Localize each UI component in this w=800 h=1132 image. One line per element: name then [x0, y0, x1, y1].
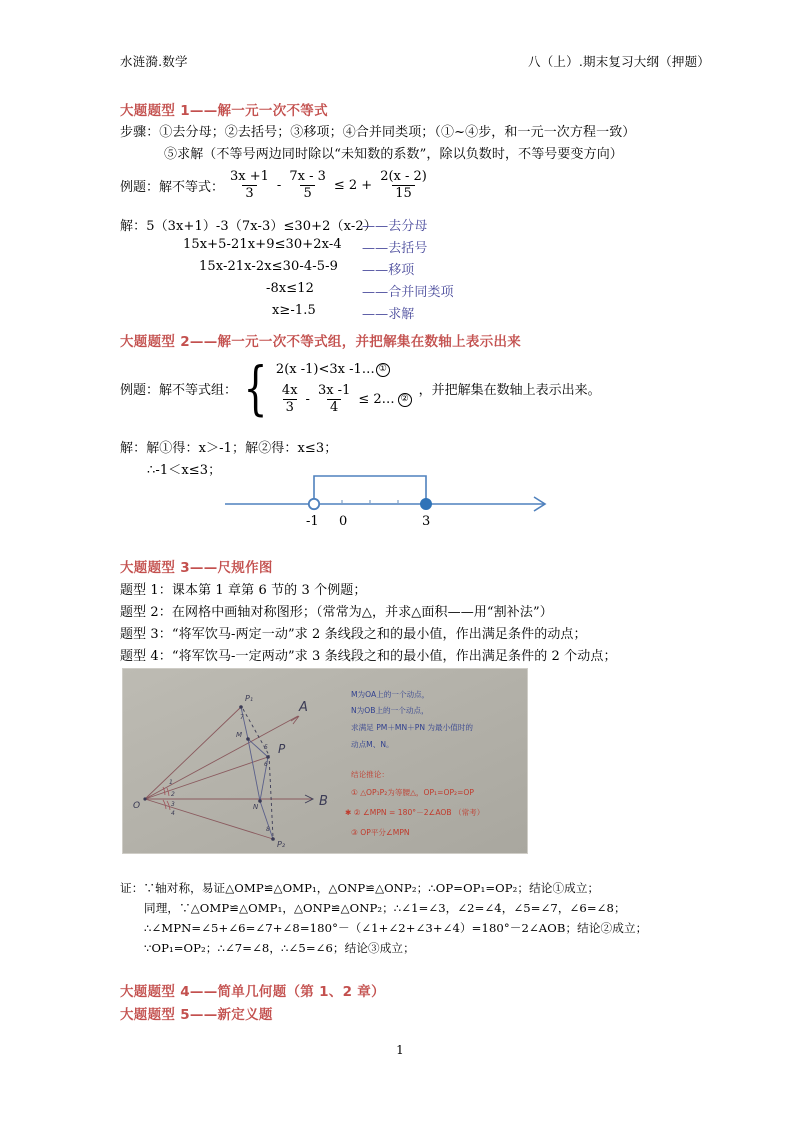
section-1-heading: 大题题型 1——解一元一次不等式	[120, 103, 328, 119]
solution-row-3-expr: -8x≤12	[266, 281, 315, 296]
fraction-1-denominator: 3	[242, 185, 256, 201]
page-header	[120, 52, 710, 70]
operator-minus-2: -	[305, 392, 310, 408]
fraction-2	[286, 170, 329, 201]
svg-text:6: 6	[264, 761, 268, 768]
proof-line-3: ∵OP₁=OP₂；∴∠7=∠8，∴∠5=∠6；结论③成立；	[144, 941, 415, 955]
section-1-steps-line-1: 步骤：①去分母；②去括号；③移项；④合并同类项；（①~④步，和一元一次方程一致）	[120, 125, 636, 140]
fraction-5-numerator: 3x -1	[317, 383, 351, 398]
proof-line-2: ∴∠MPN=∠5+∠6=∠7+∠8=180°－（∠1+∠2+∠3+∠4）=180°－2∠AOB；结论②成立；	[144, 921, 648, 935]
page-number: 1	[396, 1043, 404, 1057]
svg-text:3: 3	[171, 801, 175, 808]
inequality-system	[276, 362, 413, 415]
section-4-heading: 大题题型 4——简单几何题（第 1、2 章）	[120, 984, 385, 1000]
inequality-1	[276, 362, 413, 377]
fraction-4-denominator: 3	[283, 399, 297, 415]
fraction-3	[377, 170, 430, 201]
inequality-2-tail: ≤ 2…	[358, 392, 395, 408]
section-5-heading: 大题题型 5——新定义题	[120, 1007, 273, 1023]
solution-row-4-note: ——求解	[362, 307, 415, 322]
svg-text:2: 2	[171, 791, 175, 798]
svg-text:7: 7	[240, 714, 244, 721]
solution-row-1-note: ——去括号	[362, 241, 428, 256]
inequality-2-marker: ②	[398, 393, 412, 407]
section-2-solution-line-2: ∴-1＜x≤3；	[147, 463, 222, 478]
section-3-item-2: 题型 3：“将军饮马-两定一动”求 2 条线段之和的最小值，作出满足条件的动点；	[120, 627, 587, 642]
svg-text:P₁: P₁	[245, 694, 254, 703]
svg-text:① △OP₁P₂为等腰△，OP₁=OP₂=OP: ① △OP₁P₂为等腰△，OP₁=OP₂=OP	[351, 788, 474, 797]
inequality-2	[276, 384, 413, 415]
solution-row-0-expr: 解：5（3x+1）-3（7x-3）≤30+2（x-2）	[120, 219, 377, 234]
proof-line-0: 证：∵轴对称，易证△OMP≌△OMP₁，△ONP≌△ONP₂；∴OP=OP₁=OP₂；结论①成立；	[120, 881, 600, 895]
svg-text:A: A	[299, 700, 308, 715]
fraction-4	[279, 384, 301, 415]
svg-text:③ OP平分∠MPN: ③ OP平分∠MPN	[351, 828, 410, 837]
photo-background	[123, 669, 527, 853]
section-2-example	[120, 353, 601, 422]
fraction-3-numerator: 2(x - 2)	[380, 169, 427, 184]
section-3-item-1: 题型 2：在网格中画轴对称图形；（常常为△，并求△面积——用“割补法”）	[120, 605, 553, 620]
svg-text:4: 4	[171, 810, 175, 817]
section-2-heading: 大题题型 2——解一元一次不等式组，并把解集在数轴上表示出来	[120, 334, 522, 350]
fraction-4-numerator: 4x	[281, 383, 298, 398]
solution-interval-bracket	[314, 476, 426, 504]
number-line-label-zero: 0	[339, 514, 348, 529]
section-3-item-3: 题型 4：“将军饮马-一定两动”求 3 条线段之和的最小值，作出满足条件的 2 个动点；	[120, 649, 617, 664]
section-1-example	[120, 170, 433, 201]
svg-text:✱ ② ∠MPN = 180°－2∠AOB （常考）: ✱ ② ∠MPN = 180°－2∠AOB （常考）	[345, 808, 485, 817]
svg-text:P₂: P₂	[277, 840, 286, 849]
fraction-1	[227, 170, 272, 201]
header-right: 八（上）.期末复习大纲（押题）	[528, 54, 710, 69]
geometry-diagram-svg	[123, 669, 527, 853]
solution-row-1-expr: 15x+5-21x+9≤30+2x-4	[183, 237, 342, 252]
solution-row-2-note: ——移项	[362, 263, 415, 278]
number-line-svg	[225, 462, 565, 540]
fraction-1-numerator: 3x +1	[230, 169, 269, 184]
section-3-item-0: 题型 1：课本第 1 章第 6 节的 3 个例题；	[120, 583, 367, 598]
svg-text:M: M	[236, 731, 243, 739]
fraction-3-denominator: 15	[392, 185, 415, 201]
section-3-heading: 大题题型 3——尺规作图	[120, 560, 273, 576]
svg-text:动点M、N。: 动点M、N。	[351, 740, 394, 749]
left-brace-icon: {	[243, 353, 268, 422]
svg-text:求满足 PM＋MN＋PN 为最小值时的: 求满足 PM＋MN＋PN 为最小值时的	[351, 723, 473, 732]
section-1-example-label: 例题：解不等式：	[120, 180, 225, 196]
number-line-diagram	[225, 462, 565, 540]
svg-text:5: 5	[264, 744, 268, 751]
fraction-2-denominator: 5	[300, 185, 314, 201]
proof-line-1: 同理，∵△OMP≌△OMP₁，△ONP≌△ONP₂；∴∠1=∠3，∠2=∠4，∠5=∠7，∠6=∠8；	[144, 901, 626, 915]
number-line-label-left: -1	[306, 514, 319, 529]
geometry-diagram-photo	[122, 668, 528, 854]
svg-text:O: O	[133, 801, 141, 811]
inequality-1-marker: ①	[376, 363, 390, 377]
section-2-example-tail: ，并把解集在数轴上表示出来。	[418, 383, 601, 399]
svg-text:结论推论：: 结论推论：	[351, 770, 389, 779]
fraction-5	[315, 384, 353, 415]
header-left: 水涟漪.数学	[120, 54, 188, 69]
fraction-5-denominator: 4	[327, 399, 341, 415]
svg-text:N为OB上的一个动点，: N为OB上的一个动点，	[351, 706, 429, 715]
section-1-steps-line-2: ⑤求解（不等号两边同时除以“未知数的系数”，除以负数时，不等号要变方向）	[164, 147, 623, 162]
section-2-example-label: 例题：解不等式组：	[120, 383, 238, 399]
solution-row-2-expr: 15x-21x-2x≤30-4-5-9	[199, 259, 339, 274]
inequality-1-expr: 2(x -1)<3x -1…	[275, 362, 375, 377]
relation-operator: ≤ 2 +	[333, 178, 373, 194]
svg-text:8: 8	[266, 826, 270, 833]
svg-text:1: 1	[169, 779, 173, 786]
svg-text:B: B	[319, 794, 328, 809]
solution-row-0-note: ——去分母	[362, 219, 428, 234]
solution-row-3-note: ——合并同类项	[362, 285, 454, 300]
svg-text:M为OA上的一个动点，: M为OA上的一个动点，	[351, 690, 430, 699]
open-endpoint-marker	[309, 499, 319, 509]
solution-row-4-expr: x≥-1.5	[272, 303, 316, 318]
number-line-label-right: 3	[422, 514, 431, 529]
section-2-solution-line-1: 解：解①得：x＞-1；解②得：x≤3；	[120, 441, 338, 456]
operator-minus-1: -	[276, 178, 282, 194]
closed-endpoint-marker	[421, 499, 431, 509]
svg-text:N: N	[253, 803, 259, 811]
svg-text:P: P	[278, 742, 286, 756]
fraction-2-numerator: 7x - 3	[289, 169, 326, 184]
